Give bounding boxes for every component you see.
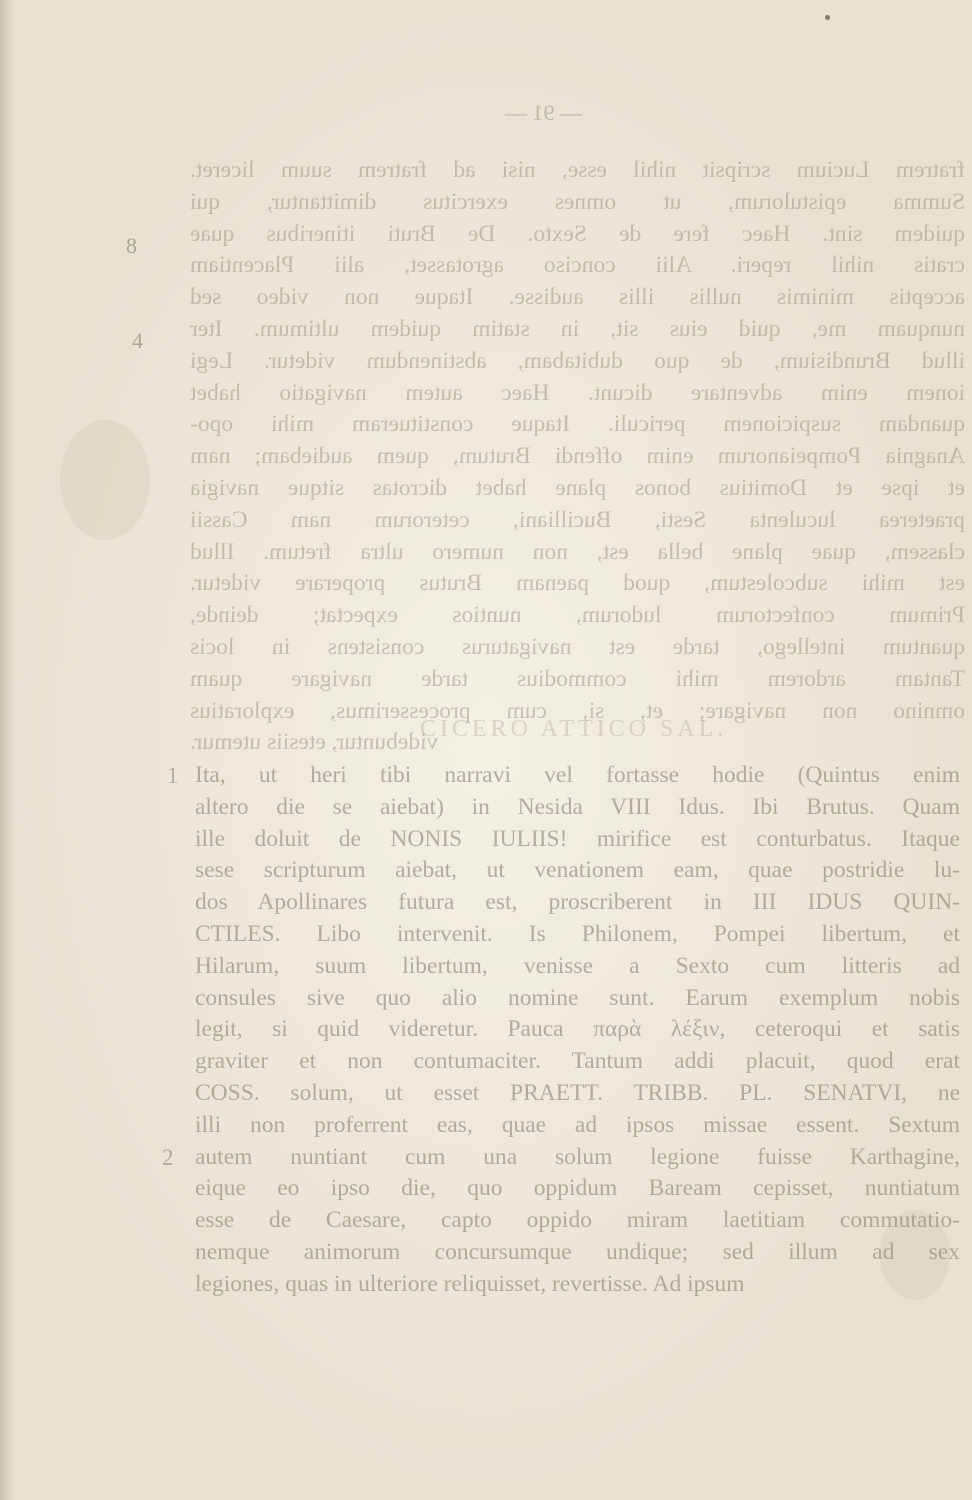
reverse-page-number: — 91 — — [505, 100, 582, 125]
text-line: altero die se aiebat) in Nesida VIII Idus. Ibi Brutus. Quam — [195, 793, 960, 820]
reverse-line: videbuntur, etesiis utemur. — [190, 729, 439, 756]
text-line: legit, si quid videretur. Pauca παρὰ λέξιν, ceteroqui et satis — [195, 1016, 960, 1043]
reverse-line: acceptis minimis nullis illis audisse. Itaque non video sed — [190, 284, 965, 311]
reverse-heading: CICERO ATTICO SAL. — [420, 716, 728, 742]
reverse-line: et ipse et Domitius bonos plane habet dicrotas sitque navigia — [190, 474, 965, 501]
text-line: eique eo ipso die, quo oppidum Baream cepisset, nuntiatum — [195, 1175, 960, 1202]
page-edge-shadow — [0, 0, 14, 1500]
reverse-line: quantum intellego, tarde est navigaturus consistens in locis — [190, 633, 965, 660]
reverse-line: cratis nihil reperi. Alii conciso agrotasset, alii Placentiam — [190, 252, 965, 279]
reverse-line: ionem enim adventare dicunt. Haec autem navigatio habet — [190, 379, 965, 406]
letter-body — [195, 760, 960, 1301]
paragraph-number: 1 — [167, 763, 179, 788]
reverse-line: omnino non navigare; et, si, cum processerimus, exploratius — [190, 697, 965, 724]
reverse-margin-number: 8 — [126, 233, 137, 258]
reverse-line: est mihi subcolestum, quod paenam Brutus properare videtur. — [190, 570, 965, 597]
reverse-line: illud Brundisium, de quo dubitabam, abstinendum videtur. Legi — [190, 347, 965, 374]
text-line: consules sive quo alio nomine sunt. Earum exemplum nobis — [195, 984, 960, 1011]
reverse-line: fratrem Lucium scripsit nihil esse, nisi ad fratrem suum liceret. — [190, 157, 965, 183]
reverse-line: Anagnia Pompeianorum enim offendi Brutum, quem audiebam; nam — [190, 443, 965, 470]
text-line: legiones, quas in ulteriore reliquisset, revertisse. Ad ipsum — [195, 1270, 745, 1297]
text-line: dos Apollinares futura est, proscriberent in III IDUS QUIN- — [195, 889, 960, 916]
text-line: sese scripturum aiebat, ut venationem eam, quae postridie lu- — [195, 857, 960, 884]
reverse-line: quidem sint. Haec fere de Sexto. De Bruti itineribus quae — [190, 220, 965, 247]
text-line: autem nuntiant cum una solum legione fuisse Karthagine, — [195, 1143, 960, 1170]
paper-stain — [60, 420, 150, 540]
reverse-line: Summa epistulorum, ut omnes exercitus dimittantur, qui — [190, 188, 965, 215]
text-line: nemque animorum concursumque undique; sed illum ad sex — [195, 1238, 960, 1265]
reverse-line: nunquam me, quid eius sit, in statim quidem ultimum. Iter — [190, 315, 965, 342]
reverse-line: praeterea luculenta Sesti, Bucilliani, ceterorum nam Cassii — [190, 506, 965, 533]
reverse-side-bleed-text — [190, 155, 965, 759]
reverse-margin-number: 4 — [132, 328, 143, 353]
text-line: COSS. solum, ut esset PRAETT. TRIBB. PL. SENATVI, ne — [195, 1079, 960, 1106]
text-line: graviter et non contumaciter. Tantum addi placuit, quod erat — [195, 1048, 960, 1075]
reverse-line: classem, quae plane bella est, non numero ultra fretum. Illud — [190, 538, 965, 565]
reverse-line: Tantam ardorem mihi commodius tarde navigare quam — [190, 665, 965, 692]
text-line: ille doluit de NONIS IULIIS! mirifice est conturbatus. Itaque — [195, 825, 960, 852]
text-line: esse de Caesare, capto oppido miram laetitiam commutatio- — [195, 1207, 960, 1234]
text-line: Ita, ut heri tibi narravi vel fortasse hodie (Quintus enim — [195, 762, 960, 788]
text-line: CTILES. Libo intervenit. Is Philonem, Pompei libertum, et — [195, 920, 960, 947]
ink-dot — [825, 15, 830, 20]
text-line: Hilarum, suum libertum, venisse a Sexto cum litteris ad — [195, 952, 960, 979]
reverse-line: quandam suspicionem periculi. Itaque constitueram mihi opo- — [190, 411, 965, 438]
reverse-line: Primum confectorum ludorum, nuntios expectat; deinde, — [190, 602, 965, 629]
paragraph-number: 2 — [162, 1145, 174, 1170]
text-line: illi non proferrent eas, quae ad ipsos missae essent. Sextum — [195, 1111, 960, 1138]
